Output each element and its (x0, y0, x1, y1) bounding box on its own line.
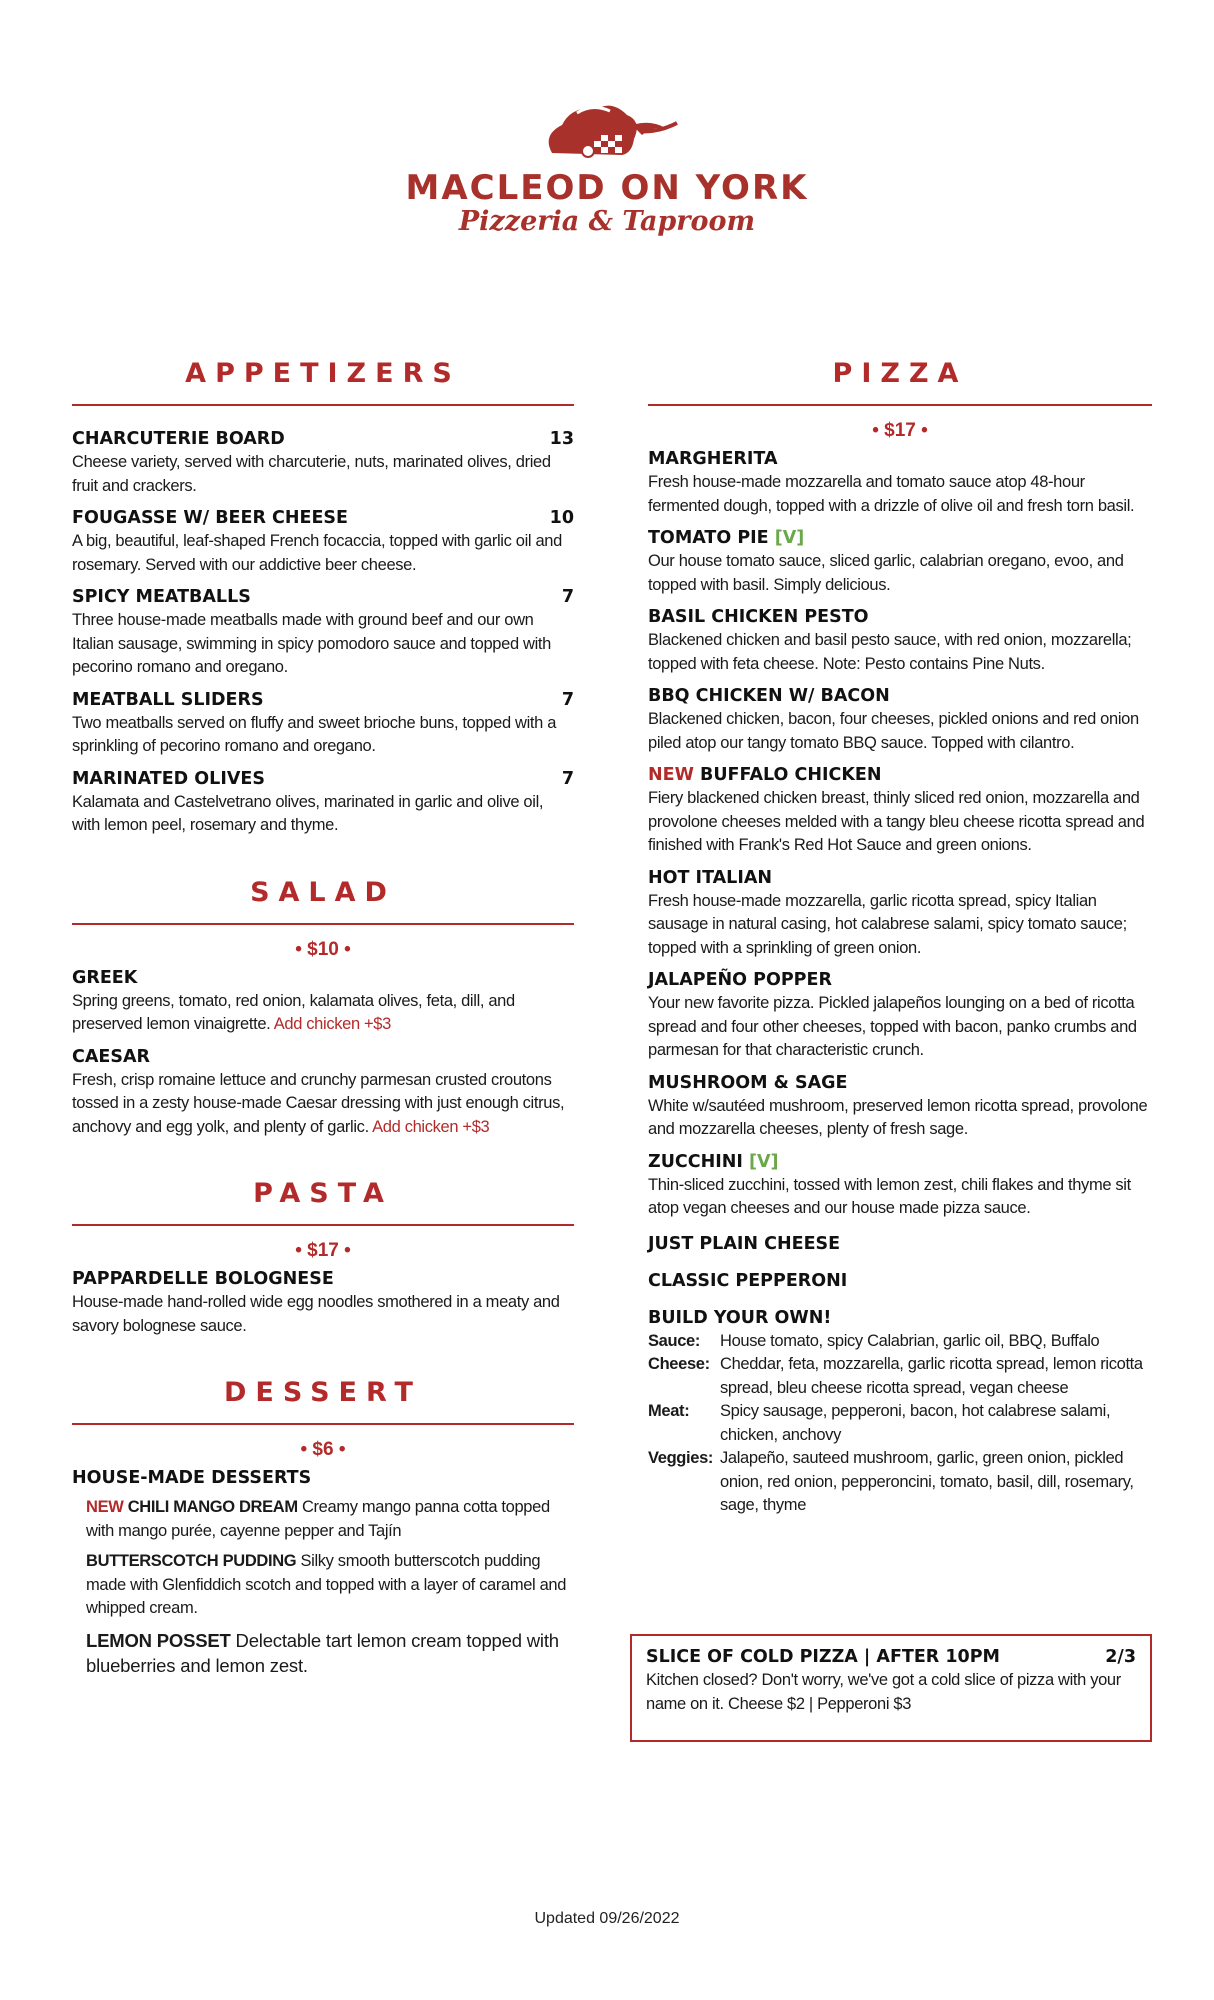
item-name: FOUGASSE W/ BEER CHEESE (72, 508, 348, 528)
item-name (648, 1151, 779, 1174)
menu-item (72, 507, 574, 577)
build-label: Sauce: (648, 1331, 701, 1350)
item-name-text: TOMATO PIE (648, 528, 769, 548)
dessert-price: • $6 • (300, 1439, 346, 1460)
item-name: JALAPEÑO POPPER (648, 970, 832, 990)
build-label: Meat: (648, 1402, 690, 1420)
dessert-item (72, 1496, 574, 1543)
left-column (72, 358, 574, 1685)
menu-item (648, 606, 1152, 676)
appetizers-title: APPETIZERS (72, 358, 574, 406)
item-name: JUST PLAIN CHEESE (648, 1233, 841, 1254)
item-description: Kalamata and Castelvetrano olives, marinated in garlic and olive oil, with lemon peel, rosemary and thyme. (72, 792, 544, 834)
item-name: PAPPARDELLE BOLOGNESE (72, 1269, 334, 1289)
right-column (648, 358, 1152, 1518)
menu-item (72, 1268, 574, 1338)
build-value: Spicy sausage, pepperoni, bacon, hot calabrese salami, chicken, anchovy (720, 1402, 1111, 1444)
menu-item (72, 586, 574, 680)
pizza-title: PIZZA (648, 358, 1152, 406)
item-price: 13 (549, 429, 574, 449)
menu-item (648, 1233, 1152, 1256)
item-description: Two meatballs served on fluffy and sweet brioche buns, topped with a sprinkling of pecorino romano and oregano. (72, 713, 557, 755)
item-description-text: Spring greens, tomato, red onion, kalamata olives, feta, dill, and preserved lemon vinaigrette. (72, 991, 515, 1033)
build-value: Jalapeño, sauteed mushroom, garlic, green onion, pickled onion, red onion, pepperoncini, tomato, basil, dill, rosemary, sage, thyme (720, 1449, 1134, 1514)
build-title-text: BUILD YOUR OWN! (648, 1307, 832, 1328)
dessert-description: Creamy mango panna cotta topped with mango purée, cayenne pepper and Tajín (86, 1498, 550, 1540)
pasta-title: PASTA (72, 1178, 574, 1226)
item-name-text: ZUCCHINI (648, 1151, 743, 1172)
menu-item (648, 764, 1152, 858)
menu-item (648, 685, 1152, 755)
build-value: Cheddar, feta, mozzarella, garlic ricotta spread, lemon ricotta spread, bleu cheese ricotta spread, vegan cheese (720, 1355, 1143, 1397)
addon-text: Add chicken +$3 (273, 1015, 391, 1033)
item-price: 10 (549, 508, 574, 528)
menu-item (72, 967, 574, 1037)
menu-item (648, 448, 1152, 518)
item-name: BBQ CHICKEN W/ BACON (648, 686, 890, 706)
item-description: Cheese variety, served with charcuterie, nuts, marinated olives, dried fruit and crackers. (72, 453, 551, 495)
menu-item (648, 1072, 1152, 1142)
item-description: A big, beautiful, leaf-shaped French focaccia, topped with garlic oil and rosemary. Served with our addictive beer cheese. (72, 532, 562, 574)
item-description: Fiery blackened chicken breast, thinly sliced red onion, mozzarella and provolone cheeses melded with a tangy bleu cheese ricotta spread and finished with Frank's Red Hot Sauce and green onions. (648, 789, 1145, 854)
item-name: CHARCUTERIE BOARD (72, 429, 285, 449)
vegetarian-tag: [V] (749, 1151, 779, 1172)
pasta-price: • $17 • (295, 1240, 351, 1261)
dessert-name: LEMON POSSET (86, 1629, 231, 1651)
dessert-heading-text: HOUSE-MADE DESSERTS (72, 1468, 312, 1488)
item-description (72, 990, 574, 1037)
item-name: GREEK (72, 967, 138, 988)
item-description: House-made hand-rolled wide egg noodles smothered in a meaty and savory bolognese sauce. (72, 1293, 560, 1335)
item-description (72, 1069, 574, 1140)
build-label: Cheese: (648, 1355, 710, 1373)
item-name: MARGHERITA (648, 449, 778, 469)
item-name: SPICY MEATBALLS (72, 587, 251, 607)
menu-item (648, 969, 1152, 1063)
item-description: Blackened chicken, bacon, four cheeses, pickled onions and red onion piled atop our tangy tomato BBQ sauce. Topped with cilantro. (648, 710, 1139, 752)
item-name (648, 764, 882, 787)
item-description: Fresh house-made mozzarella, garlic ricotta spread, spicy Italian sausage in natural casing, hot calabrese salami, spicy tomato sauce; topped with a sprinkling of green onion. (648, 891, 1127, 957)
addon-text: Add chicken +$3 (372, 1117, 490, 1136)
item-price: 7 (561, 768, 574, 789)
dessert-description: Delectable tart lemon cream topped with blueberries and lemon zest. (86, 1629, 559, 1676)
salad-price: • $10 • (295, 938, 351, 960)
dessert-item (72, 1628, 574, 1678)
build-value: House tomato, spicy Calabrian, garlic oil, BBQ, Buffalo (720, 1331, 1100, 1350)
menu-item (72, 689, 574, 759)
item-name: HOT ITALIAN (648, 867, 773, 888)
build-your-own-title (648, 1307, 1152, 1330)
menu-item (72, 768, 574, 838)
new-badge: NEW (86, 1498, 124, 1516)
item-description: Three house-made meatballs made with ground beef and our own Italian sausage, swimming in spicy pomodoro sauce and topped with pecorino romano and oregano. (72, 611, 551, 676)
dessert-title: DESSERT (72, 1377, 574, 1425)
logo (0, 95, 1214, 237)
restaurant-subtitle: Pizzeria & Taproom (458, 206, 756, 237)
pizza-price: • $17 • (872, 420, 928, 441)
item-name: CLASSIC PEPPERONI (648, 1270, 848, 1291)
item-name: MUSHROOM & SAGE (648, 1072, 848, 1093)
item-description: Thin-sliced zucchini, tossed with lemon zest, chili flakes and thyme sit atop vegan cheeses and our house made pizza sauce. (648, 1175, 1131, 1217)
menu-item (648, 527, 1152, 597)
salad-title: SALAD (72, 877, 574, 925)
item-name (648, 527, 804, 550)
build-your-own-table (648, 1330, 1152, 1518)
pizza-chef-logo-icon (532, 95, 682, 165)
slice-price: 2/3 (1105, 1647, 1136, 1667)
slice-name: SLICE OF COLD PIZZA | AFTER 10PM (646, 1647, 1000, 1667)
cold-slice-box (630, 1634, 1152, 1742)
dessert-item (72, 1550, 574, 1621)
dessert-name: BUTTERSCOTCH PUDDING (86, 1552, 297, 1570)
item-description-text: Fresh, crisp romaine lettuce and crunchy parmesan crusted croutons tossed in a zesty house-made Caesar dressing with just enough citrus, anchovy and egg yolk, and plenty of garlic. (72, 1070, 565, 1136)
dessert-heading (72, 1467, 574, 1490)
menu-item (72, 1046, 574, 1140)
dessert-description: Silky smooth butterscotch pudding made with Glenfiddich scotch and topped with a layer of caramel and whipped cream. (86, 1552, 567, 1617)
item-name: MARINATED OLIVES (72, 768, 265, 789)
item-name: MEATBALL SLIDERS (72, 689, 264, 710)
updated-date: Updated 09/26/2022 (534, 1910, 680, 1927)
menu-item (648, 1270, 1152, 1293)
vegetarian-tag: [V] (774, 528, 805, 548)
new-badge: NEW (648, 765, 694, 785)
menu-item (72, 428, 574, 498)
build-label: Veggies: (648, 1449, 714, 1467)
item-description: Our house tomato sauce, sliced garlic, calabrian oregano, evoo, and topped with basil. Simply delicious. (648, 552, 1124, 594)
item-name-text: BUFFALO CHICKEN (700, 765, 882, 785)
item-description: White w/sautéed mushroom, preserved lemon ricotta spread, provolone and mozzarella cheeses, plenty of fresh sage. (648, 1096, 1148, 1138)
dessert-name: CHILI MANGO DREAM (127, 1498, 298, 1516)
slice-description: Kitchen closed? Don't worry, we've got a cold slice of pizza with your name on it. Cheese $2 | Pepperoni $3 (646, 1671, 1121, 1713)
restaurant-name: MACLEOD ON YORK (405, 168, 809, 208)
item-price: 7 (561, 689, 574, 710)
item-description: Your new favorite pizza. Pickled jalapeños lounging on a bed of ricotta spread and four other cheeses, topped with bacon, panko crumbs and parmesan for that characteristic crunch. (648, 994, 1137, 1059)
menu-item (648, 867, 1152, 961)
item-name: CAESAR (72, 1046, 150, 1067)
item-price: 7 (561, 587, 574, 607)
item-name: BASIL CHICKEN PESTO (648, 607, 869, 627)
item-description: Blackened chicken and basil pesto sauce, with red onion, mozzarella; topped with feta cheese. Note: Pesto contains Pine Nuts. (648, 631, 1132, 673)
item-description: Fresh house-made mozzarella and tomato sauce atop 48-hour fermented dough, topped with a drizzle of olive oil and fresh torn basil. (648, 473, 1135, 515)
menu-item (648, 1151, 1152, 1221)
